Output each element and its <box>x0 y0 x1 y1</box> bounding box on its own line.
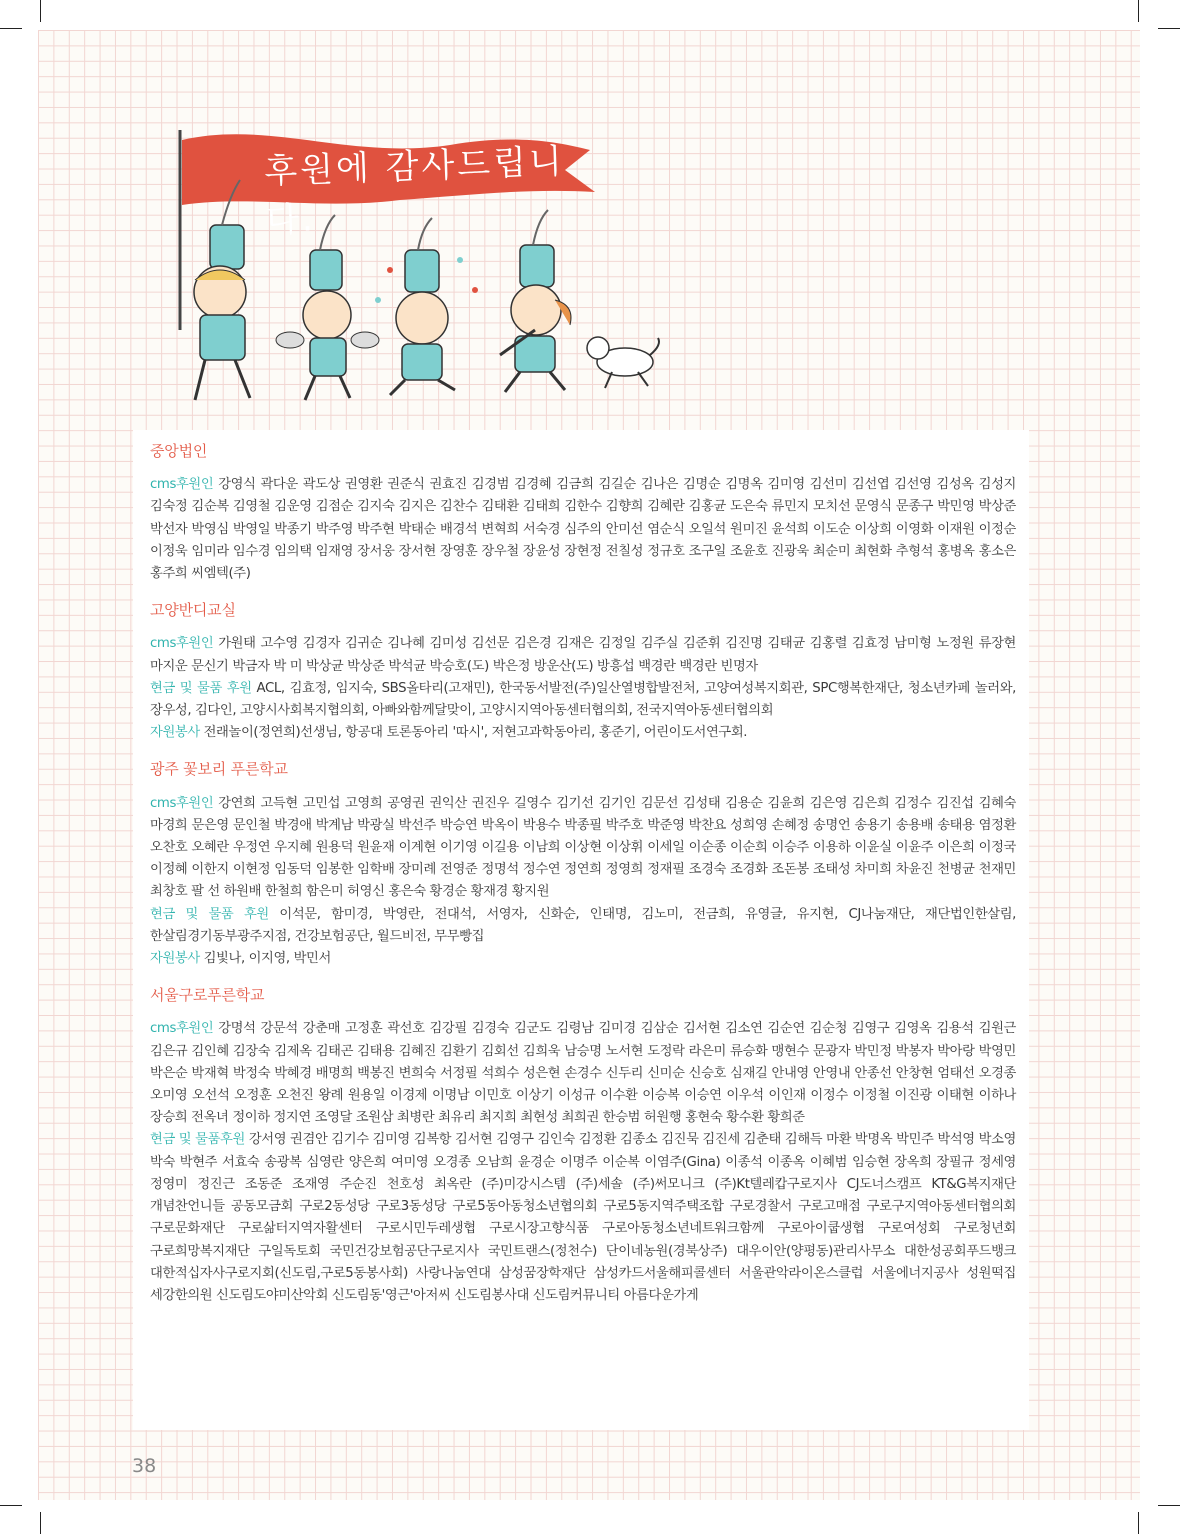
cymbal-figure <box>276 215 379 400</box>
dog-figure <box>587 337 659 388</box>
flute-figure <box>500 210 571 392</box>
crop-mark <box>0 28 22 29</box>
section-goyang <box>150 599 1016 744</box>
donor-names: 강서영 권겸안 김기수 김미영 김복항 김서현 김영구 김인숙 김정환 김종소 김진묵 김진세 김춘태 김해득 마환 박명옥 박민주 박석영 박소영 박숙 박현주 서효숙 송광복 심영란 양은희 여미영 오경종 오남희 윤경순 이명주 이순복 이염주(Gina) 이종석 이종옥 이혜범 임승현 장옥희 장필규 정세영 정영미 정진근 조동준 조재영 주순진 천호성 최옥란 (주)미강시스템 (주)세솔 (주)써모니크 (주)Kt텔레캅구로지사 CJ도너스캠프 KT&G복지재단 개념찬언니들 공동모금회 구로2동성당 구로3동성당 구로5동아동청소년협의회 구로5동지역주택조합 구로경찰서 구로고매점 구로구지역아동센터협의회 구로문화재단 구로삶터지역자활센터 구로시민두레생협 구로시장고향식품 구로아동청소년네트워크함께 구로아이쿱생협 구로여성회 구로청년회 구로희망복지재단 구일독토회 국민건강보험공단구로지사 국민트랜스(정천수) 단이네농원(경북상주) 대우이안(양평동)관리사무소 대한성공회푸드뱅크 대한적십자사구로지회(신도림,구로5동봉사회) 사랑나눔연대 삼성꿈장학재단 삼성카드서울해피콜센터 서울관악라이온스클럽 서울에너지공사 성원떡집 세강한의원 신도림도야미산악회 신도림동'영근'아저씨 신도림봉사대 신도림커뮤니티 아름다운가게 <box>150 1132 1016 1303</box>
crop-mark <box>40 1512 41 1534</box>
donor-names: 강연희 고득현 고민섭 고영희 공영권 권익산 권진우 길영수 김기선 김기인 김문선 김성태 김용순 김윤희 김은영 김은희 김정수 김진섭 김혜숙 마경희 문은영 문인철 박경애 박계남 박광실 박선주 박승연 박옥이 박용수 박종필 박주호 박준영 박찬요 성희영 손혜정 송명언 송용기 송용배 송태용 염정환 오찬호 오혜란 우정연 우지혜 원용덕 원윤재 이계현 이기영 이길용 이남희 이상현 이상휘 이세일 이순종 이순희 이승주 이용하 이윤실 이윤주 이은희 이정국 이정혜 이한지 이현정 임동덕 임봉한 임학배 장미례 전영준 정명석 정수연 정연희 정영희 정재필 조경숙 조경화 조돈봉 조태성 차미희 차윤진 천병균 천재민 최창호 팔 선 하원배 한철희 함은미 허영신 홍은숙 황경순 황재경 황지원 <box>150 795 1016 900</box>
crop-mark <box>1138 0 1139 22</box>
section-title: 서울구로푸른학교 <box>150 986 265 1005</box>
donor-names: ACL, 김효정, 임지숙, SBS올타리(고재민), 한국동서발전(주)일산열병합발전처, 고양여성복지회관, SPC행복한재단, 청소년카페 놀러와, 장우성, 김다인, 고양시사회복지협의회, 아빠와함께달맞이, 고양시지역아동센터협의회, 전국지역아동센터협의회 <box>150 680 1016 719</box>
donor-names: 김빛나, 이지영, 박민서 <box>199 951 331 967</box>
donor-names: 가원태 고수영 김경자 김귀순 김나혜 김미성 김선문 김은경 김재은 김정일 김주실 김준휘 김진명 김태균 김홍렬 김효정 남미형 노정원 류장현 마지운 문신기 박금자 박 미 박상균 박상준 박석균 박승호(도) 박은정 방운산(도) 방흥섭 백경란 백경란 빈명자 <box>150 636 1016 674</box>
category-label: 현금 및 물품 후원 <box>150 906 269 922</box>
donor-paragraph <box>150 948 1016 970</box>
section-jungang <box>150 440 1016 585</box>
category-label: cms후원인 <box>150 477 214 493</box>
donor-paragraph <box>150 793 1016 904</box>
section-title: 광주 꽃보리 푸른학교 <box>150 760 288 779</box>
donor-paragraph <box>150 1129 1016 1307</box>
category-label: 현금 및 물품 후원 <box>150 680 252 696</box>
donor-list <box>150 440 1016 1321</box>
donor-paragraph <box>150 904 1016 948</box>
drummer-figure-1 <box>194 180 250 400</box>
section-seoul-guro <box>150 984 1016 1307</box>
crop-mark <box>1158 1505 1180 1506</box>
donor-names: 강영식 곽다운 곽도상 권영환 권준식 권효진 김경범 김경혜 김금희 김길순 김나은 김명순 김명옥 김미영 김선미 김선엽 김선영 김성옥 김성지 김숙정 김순복 김영철 김운영 김점순 김지숙 김지은 김찬수 김태환 김태희 김한수 김향희 김혜란 김홍균 도은숙 류민지 모치선 문영식 문종구 박민영 박상준 박선자 박영심 박영일 박종기 박주영 박주현 박태순 배경석 변혁희 서숙경 심주의 안미선 염순식 오일석 원미진 윤석희 이도순 이상희 이영화 이재원 이정순 이정욱 임미라 임수경 임의택 임재영 장서웅 장서현 장영훈 장우철 장윤성 장현정 전칠성 정규호 조구일 조윤호 진광욱 최순미 최현화 추형석 홍병옥 홍소은 홍주희 씨엠텍(주) <box>150 477 1016 582</box>
crop-mark <box>1158 28 1180 29</box>
crop-mark <box>0 1505 22 1506</box>
category-label: 현금 및 물품후원 <box>150 1132 245 1148</box>
section-title: 고양반디교실 <box>150 601 236 620</box>
banner-title: 후원에 감사드립니다. <box>263 141 566 241</box>
category-label: cms후원인 <box>150 1021 214 1037</box>
crop-mark <box>40 0 41 22</box>
donor-paragraph <box>150 1018 1016 1129</box>
section-title: 중앙법인 <box>150 442 208 460</box>
donor-names: 전래놀이(정연희)선생님, 항공대 토론동아리 '따시', 저현고과학동아리, 홍준기, 어린이도서연구회. <box>199 725 748 741</box>
donor-paragraph <box>150 678 1016 722</box>
category-label: 자원봉사 <box>150 725 200 741</box>
donor-names: 이석문, 함미경, 박영란, 전대석, 서영자, 신화순, 인태명, 김노미, 전금희, 유영글, 유지현, CJ나눔재단, 재단법인한살림, 한살림경기동부광주지점, 건강보험공단, 월드비전, 무무빵집 <box>150 906 1017 944</box>
jumping-figure <box>375 218 478 395</box>
page-number: 38 <box>132 1455 157 1477</box>
donor-paragraph <box>150 633 1016 677</box>
donor-paragraph <box>150 474 1016 585</box>
section-gwangju <box>150 758 1016 970</box>
crop-mark <box>1138 1512 1139 1534</box>
donor-names: 강명석 강문석 강춘매 고정훈 곽선호 김강필 김경숙 김군도 김령남 김미경 김삼순 김서현 김소연 김순연 김순청 김영구 김영옥 김용석 김원근 김은규 김인혜 김장숙 김제옥 김태곤 김태용 김혜진 김환기 김회선 김희욱 남승명 노서현 도정락 라은미 류승화 맹현수 문광자 박민정 박봉자 박아랑 박영민 박은순 박재혁 박정숙 박혜경 배명희 백봉진 변희숙 서정필 석희수 성은현 손경수 신두리 신미순 신승호 심재길 안내영 안영내 안종선 안창현 엄태선 오경종 오미영 오선석 오정훈 오천진 왕례 원용일 이경제 이명남 이민호 이상기 이성규 이수환 이승복 이승연 이우석 이인재 이정수 이정철 이진광 이태현 이하나 장승희 전옥녀 정이하 정지연 조영달 조원삼 최병란 최유리 최지희 최현성 최희권 한승범 허원행 홍현숙 황수환 황희준 <box>150 1021 1016 1126</box>
category-label: cms후원인 <box>150 795 214 811</box>
category-label: 자원봉사 <box>150 951 200 967</box>
category-label: cms후원인 <box>150 636 214 652</box>
donor-paragraph <box>150 722 1016 744</box>
